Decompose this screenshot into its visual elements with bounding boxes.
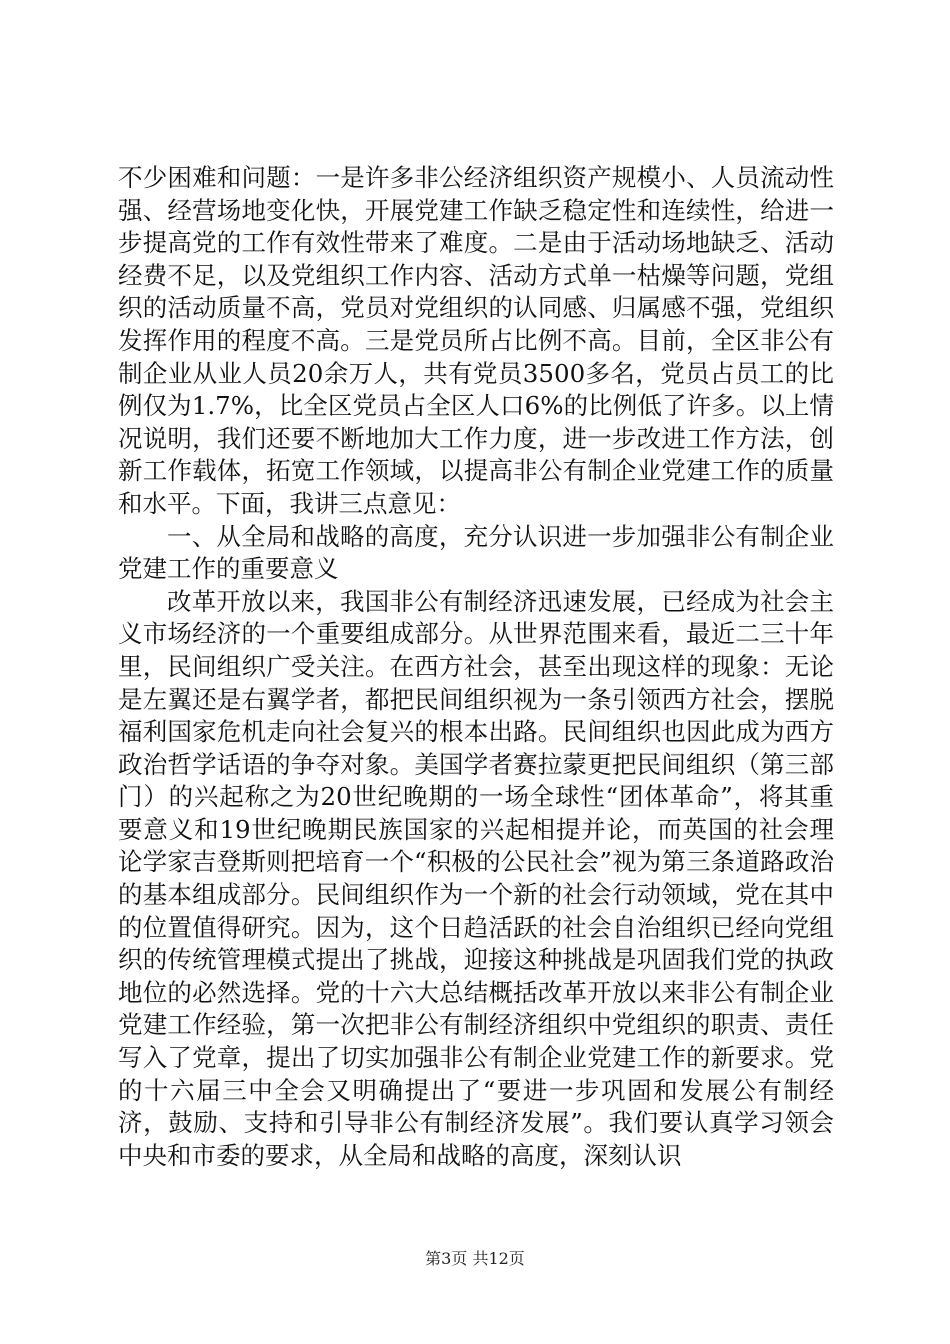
page-number-footer: 第3页 共12页 <box>425 1249 525 1268</box>
paragraph-body: 改革开放以来，我国非公有制经济迅速发展，已经成为社会主义市场经济的一个重要组成部分。从世界范围来看，最近二三十年里，民间组织广受关注。在西方社会，甚至出现这样的现象：无论是左翼还是右翼学者，都把民间组织视为一条引领西方社会，摆脱福利国家危机走向社会复兴的根本出路。民间组织也因此成为西方政治哲学话语的争夺对象。美国学者赛拉蒙更把民间组织（第三部门）的兴起称之为20世纪晚期的一场全球性“团体革命”，将其重要意义和19世纪晚期民族国家的兴起相提并论，而英国的社会理论学家吉登斯则把培育一个“积极的公民社会”视为第三条道路政治的基本组成部分。民间组织作为一个新的社会行动领域，党在其中的位置值得研究。因为，这个日趋活跃的社会自治组织已经向党组织的传统管理模式提出了挑战，迎接这种挑战是巩固我们党的执政地位的必然选择。党的十六大总结概括改革开放以来非公有制企业党建工作经验，第一次把非公有制经济组织中党组织的职责、责任写入了党章，提出了切实加强非公有制企业党建工作的新要求。党的十六届三中全会又明确提出了“要进一步巩固和发展公有制经济，鼓励、支持和引导非公有制经济发展”。我们要认真学习领会中央和市委的要求，从全局和战略的高度，深刻认识 <box>118 586 834 1170</box>
paragraph-continuation: 不少困难和问题：一是许多非公经济组织资产规模小、人员流动性强、经营场地变化快，开展党建工作缺乏稳定性和连续性，给进一步提高党的工作有效性带来了难度。二是由于活动场地缺乏、活动经费不足，以及党组织工作内容、活动方式单一枯燥等问题，党组织的活动质量不高，党员对党组织的认同感、归属感不强，党组织发挥作用的程度不高。三是党员所占比例不高。目前，全区非公有制企业从业人员20余万人，共有党员3500多名，党员占员工的比例仅为1.7%，比全区党员占全区人口6%的比例低了许多。以上情况说明，我们还要不断地加大工作力度，进一步改进工作方法，创新工作载体，拓宽工作领域，以提高非公有制企业党建工作的质量和水平。下面，我讲三点意见： <box>118 163 834 518</box>
section-heading: 一、从全局和战略的高度，充分认识进一步加强非公有制企业党建工作的重要意义 <box>118 521 834 584</box>
document-body <box>118 162 834 1172</box>
